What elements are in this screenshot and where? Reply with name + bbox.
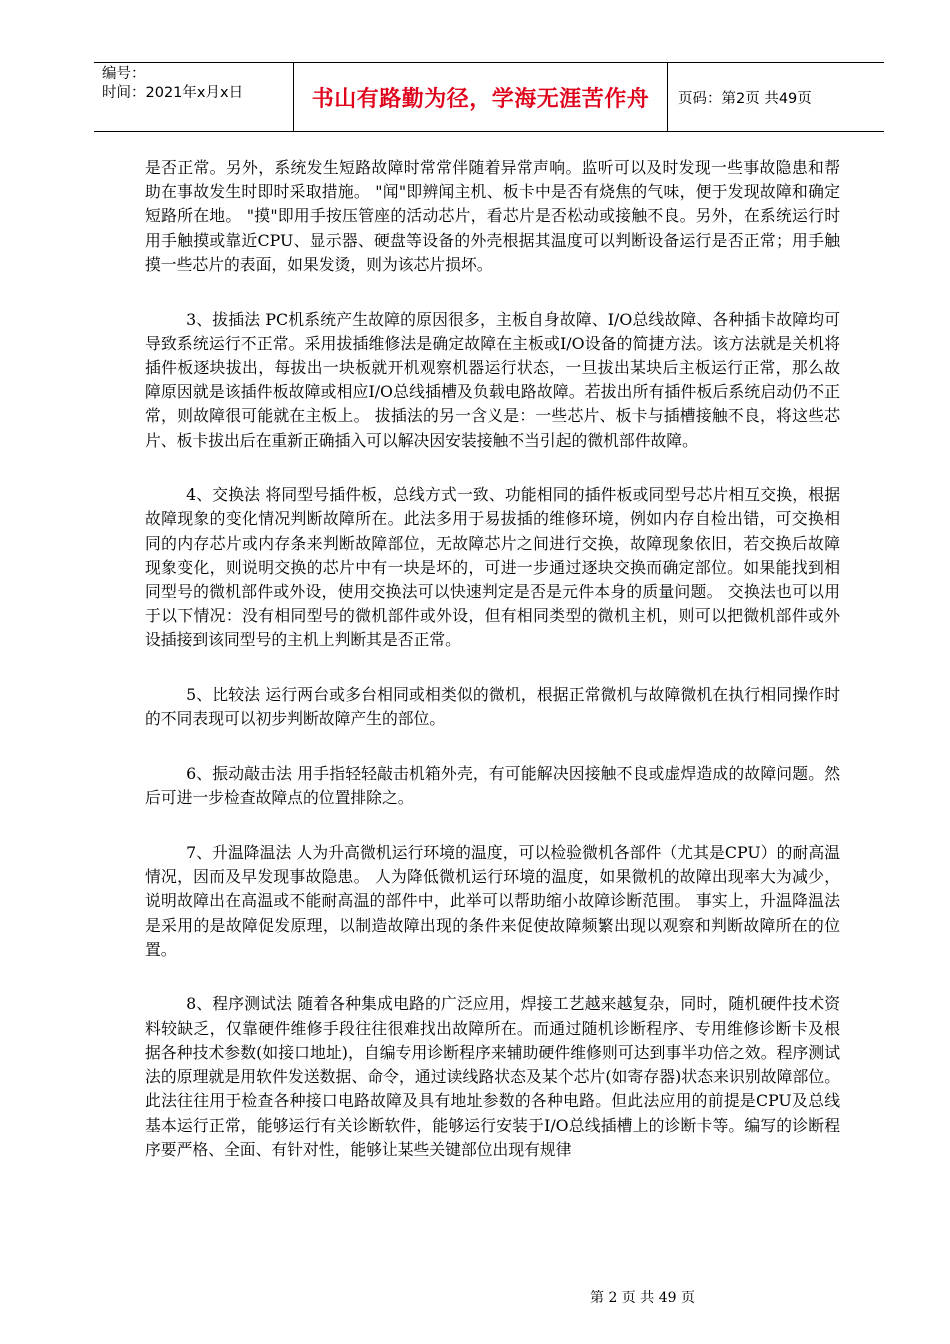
body-paragraph: 6、振动敲击法 用手指轻轻敲击机箱外壳，有可能解决因接触不良或虚焊造成的故障问题。然后可进一步检查故障点的位置排除之。: [145, 764, 840, 808]
body-paragraph: 5、比较法 运行两台或多台相同或相类似的微机，根据正常微机与故障微机在执行相同操作时的不同表现可以初步判断故障产生的部位。: [145, 685, 840, 729]
body-paragraph: 3、拔插法 PC机系统产生故障的原因很多，主板自身故障、I/O总线故障、各种插卡故障均可导致系统运行不正常。采用拔插维修法是确定故障在主板或I/O设备的简捷方法。该方法就是关机将插件板逐块拔出，每拔出一块板就开机观察机器运行状态，一旦拔出某块后主板运行正常，那么故障原因就是该插件板故障或相应I/O总线插槽及负载电路故障。若拔出所有插件板后系统启动仍不正常，则故障很可能就在主板上。 拔插法的另一含义是：一些芯片、板卡与插槽接触不良，将这些芯片、板卡拔出后在重新正确插入可以解决因安装接触不当引起的微机部件故障。: [145, 309, 840, 450]
body-paragraph: 8、程序测试法 随着各种集成电路的广泛应用，焊接工艺越来越复杂，同时，随机硬件技术资料较缺乏，仅靠硬件维修手段往往很难找出故障所在。而通过随机诊断程序、专用维修诊断卡及根据各种技术参数(如接口地址)，自编专用诊断程序来辅助硬件维修则可达到事半功倍之效。程序测试法的原理就是用软件发送数据、命令，通过读线路状态及某个芯片(如寄存器)状态来识别故障部位。此法往往用于检查各种接口电路故障及具有地址参数的各种电路。但此法应用的前提是CPU及总线基本运行正常，能够运行有关诊断软件，能够运行安装于I/O总线插槽上的诊断卡等。编写的诊断程序要严格、全面、有针对性，能够让某些关键部位出现有规律: [145, 994, 840, 1159]
page-header: [94, 62, 884, 132]
header-motto: 书山有路勤为径，学海无涯苦作舟: [294, 63, 668, 131]
body-paragraph: 4、交换法 将同型号插件板，总线方式一致、功能相同的插件板或同型号芯片相互交换，根据故障现象的变化情况判断故障所在。此法多用于易拔插的维修环境，例如内存自检出错，可交换相同的内存芯片或内存条来判断故障部位，无故障芯片之间进行交换，故障现象依旧，若交换后故障现象变化，则说明交换的芯片中有一块是坏的，可进一步通过逐块交换而确定部位。如果能找到相同型号的微机部件或外设，使用交换法可以快速判定是否是元件本身的质量问题。 交换法也可以用于以下情况：没有相同型号的微机部件或外设，但有相同类型的微机主机，则可以把微机部件或外设插接到该同型号的主机上判断其是否正常。: [145, 485, 840, 650]
header-page-label: 页码：第2页 共49页: [678, 90, 812, 107]
document-body: [145, 156, 840, 1192]
body-paragraph: 7、升温降温法 人为升高微机运行环境的温度，可以检验微机各部件（尤其是CPU）的耐高温情况，因而及早发现事故隐患。 人为降低微机运行环境的温度，如果微机的故障出现率大为减少，说明故障出在高温或不能耐高温的部件中，此举可以帮助缩小故障诊断范围。 事实上，升温降温法是采用的是故障促发原理，以制造故障出现的条件来促使故障频繁出现以观察和判断故障所在的位置。: [145, 842, 840, 959]
header-meta: [94, 63, 294, 131]
page-footer: 第 2 页 共 49 页: [590, 1290, 695, 1306]
body-paragraph: 是否正常。另外，系统发生短路故障时常常伴随着异常声响。监听可以及时发现一些事故隐患和帮助在事故发生时即时采取措施。 "闻"即辨闻主机、板卡中是否有烧焦的气味，便于发现故障和确定短路所在地。 "摸"即用手按压管座的活动芯片，看芯片是否松动或接触不良。另外，在系统运行时用手触摸或靠近CPU、显示器、硬盘等设备的外壳根据其温度可以判断设备运行是否正常；用手触摸一些芯片的表面，如果发烫，则为该芯片损坏。: [145, 158, 840, 274]
serial-label: 编号：: [102, 66, 146, 82]
time-line: 时间：2021年x月x日: [102, 85, 244, 101]
